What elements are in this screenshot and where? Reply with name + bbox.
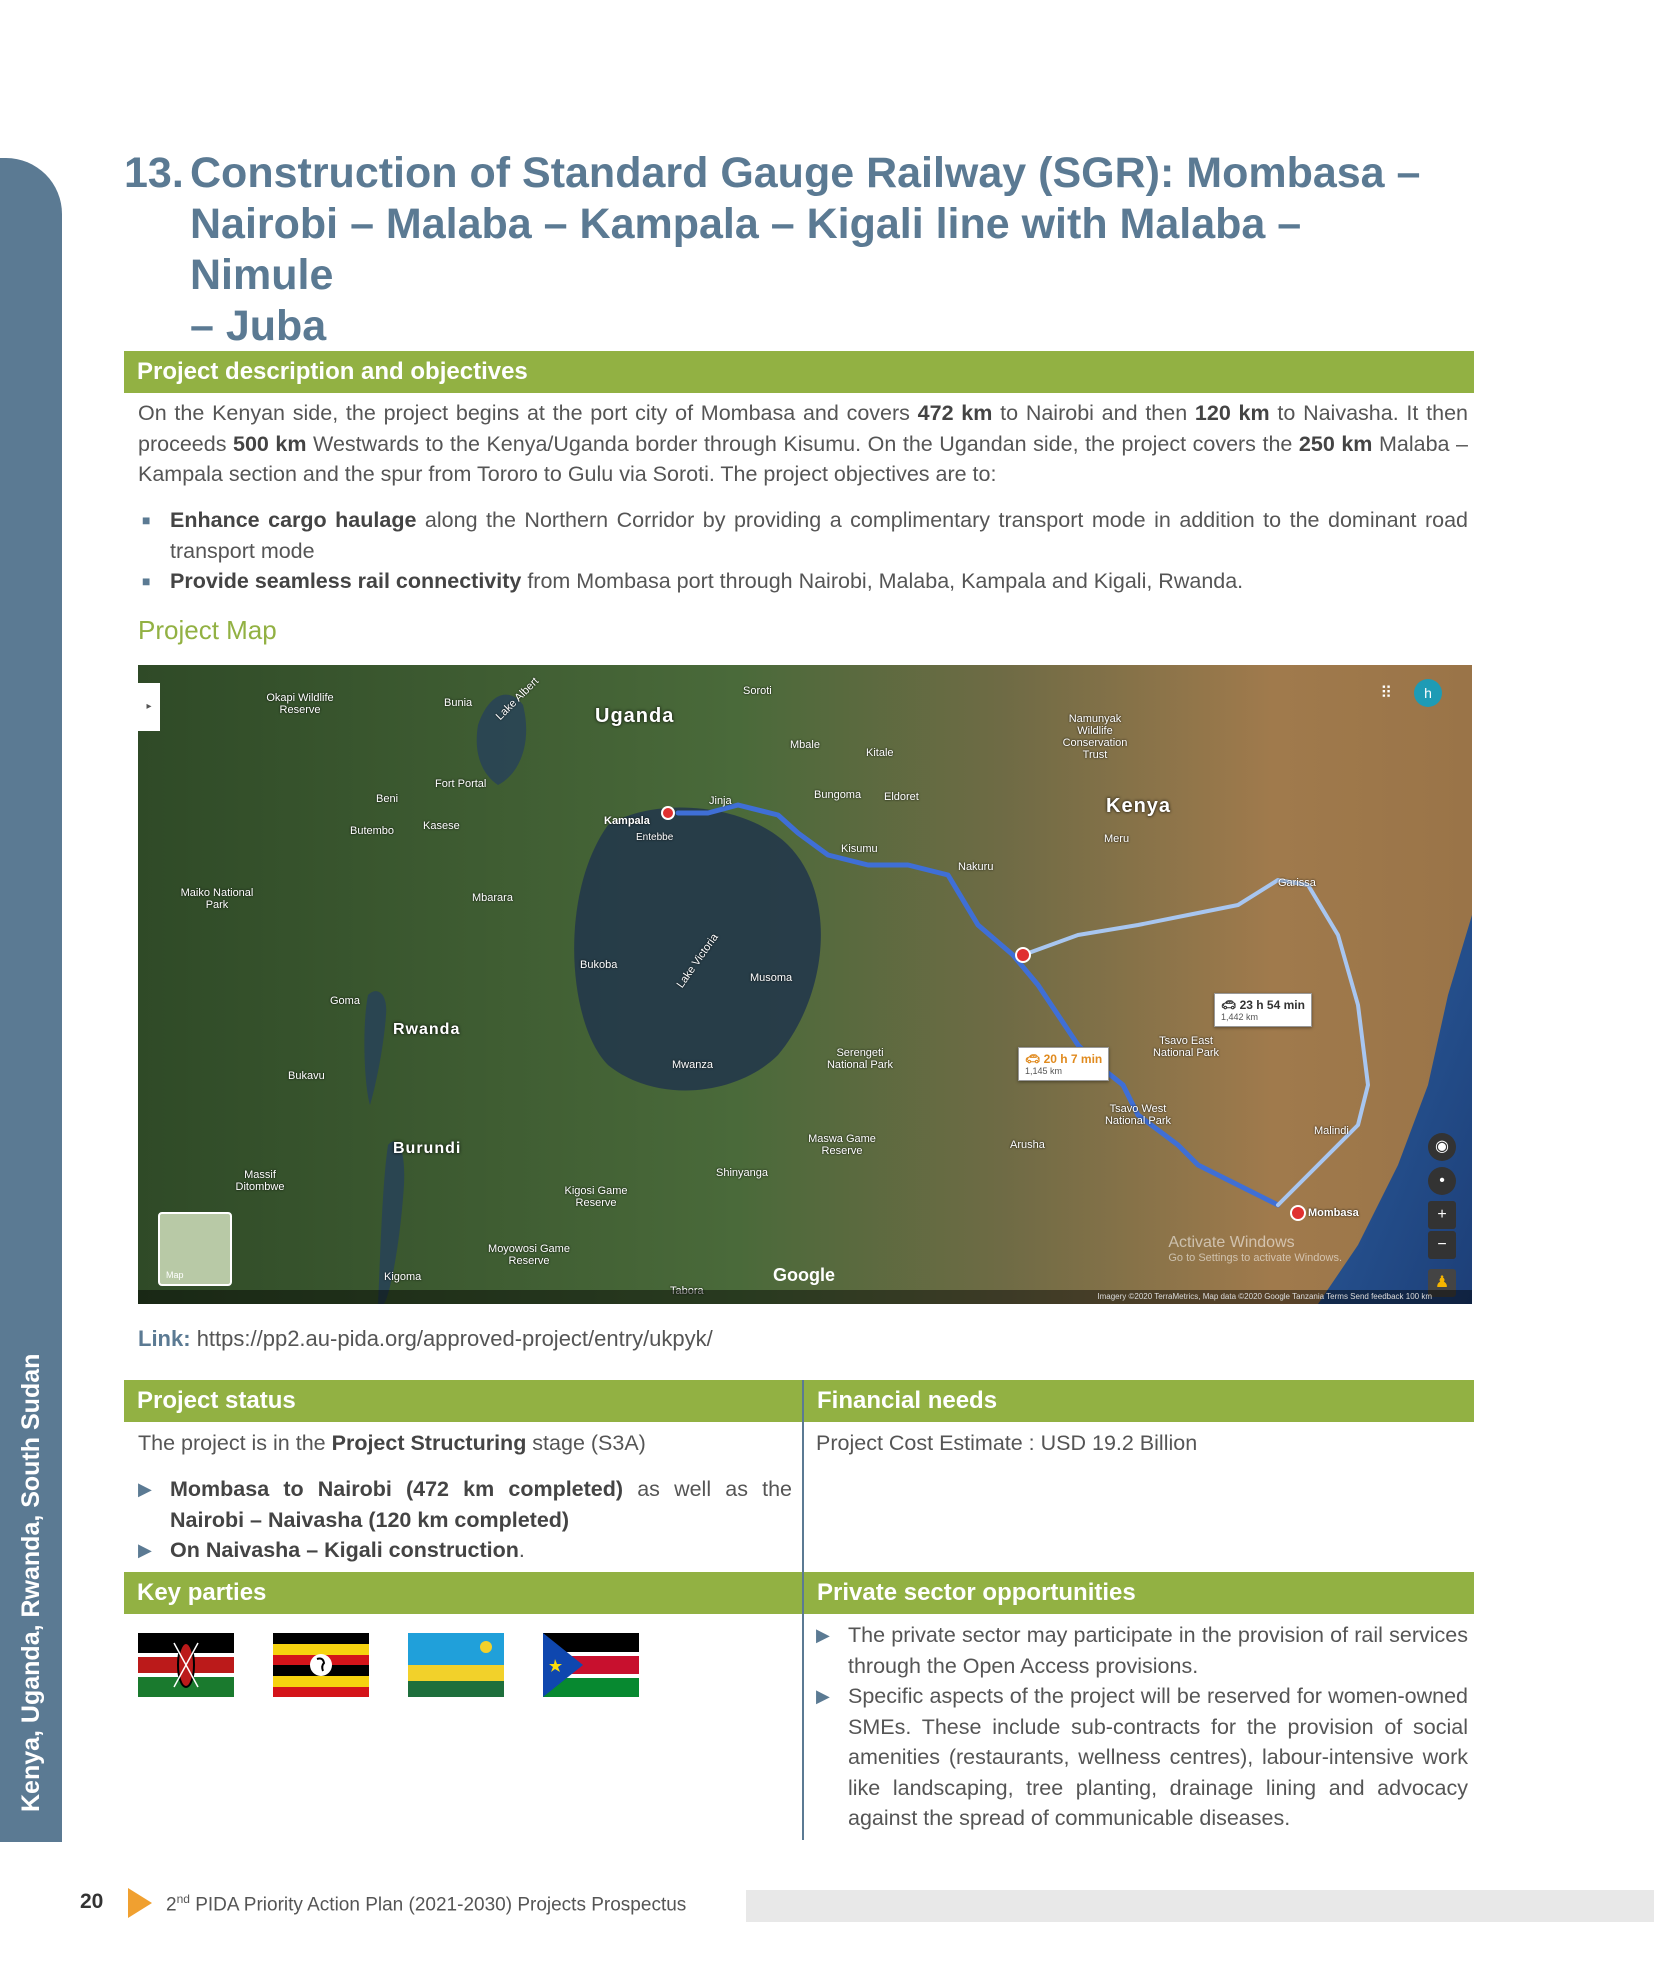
project-map[interactable] [138,665,1472,1304]
map-label-eldoret: Eldoret [884,791,919,803]
map-label-jinja: Jinja [709,795,732,807]
title-line-3: – Juba [190,302,327,350]
map-label-garissa: Garissa [1278,877,1316,889]
user-avatar[interactable]: h [1414,679,1442,707]
list-item: ▶ On Naivasha – Kigali construction. [138,1535,792,1566]
title-number: 13. [124,149,184,197]
map-label-butembo: Butembo [350,825,395,837]
financial-text: Project Cost Estimate : USD 19.2 Billion [816,1431,1198,1455]
kenya-flag [138,1633,234,1697]
map-label-fort-portal: Fort Portal [435,778,487,790]
map-panel-toggle[interactable]: ▸ [138,683,160,731]
status-list [138,1474,792,1566]
map-country-rwanda: Rwanda [393,1021,461,1038]
map-label-malindi: Malindi [1314,1125,1349,1137]
map-label-kigosi: Kigosi Game Reserve [564,1185,628,1209]
map-label-mbale: Mbale [790,739,820,751]
map-terrain [138,665,1472,1304]
private-sector-list [816,1620,1468,1834]
key-parties-heading: Key parties [124,1572,802,1614]
list-item: ▶ Specific aspects of the project will be reserved for women-owned SMEs. These include sub-contracts for the provision of social amenities (restaurants, wellness centres), labour-intensive work like landscaping, tree planting, drainage lining and advocacy against the spread of communicable diseases. [816,1681,1468,1834]
map-label-mombasa: Mombasa [1308,1207,1359,1219]
square-bullet-icon: ■ [142,512,151,528]
map-label-okapi: Okapi Wildlife Reserve [266,692,334,716]
link-label: Link: [138,1326,191,1351]
map-label-bukavu: Bukavu [288,1070,325,1082]
google-logo: Google [773,1265,835,1285]
my-location-icon[interactable]: • [1428,1167,1456,1195]
map-label-lake-victoria: Lake Victoria [674,931,721,991]
map-label-bunia: Bunia [444,697,473,709]
private-sector-heading: Private sector opportunities [804,1572,1474,1614]
map-attribution: Imagery ©2020 TerraMetrics, Map data ©2020 Google Tanzania Terms Send feedback 100 km [138,1290,1472,1304]
map-label-maswa: Maswa Game Reserve [808,1133,876,1157]
map-label-goma: Goma [330,995,360,1007]
south-sudan-flag [543,1633,639,1697]
triangle-bullet-icon: ▶ [138,1479,152,1499]
list-item: ■ Provide seamless rail connectivity from Mombasa port through Nairobi, Malaba, Kampala and Kigali, Rwanda. [138,566,1468,597]
map-label-bukoba: Bukoba [580,959,618,971]
list-item: ▶ The private sector may participate in the provision of rail services through the Open Access provisions. [816,1620,1468,1681]
map-label-entebbe: Entebbe [636,832,674,843]
side-tab-label: Kenya, Uganda, Rwanda, South Sudan [17,1353,45,1812]
map-label-serengeti: Serengeti National Park [826,1047,894,1071]
apps-grid-icon[interactable]: ⠿ [1380,685,1392,702]
rwanda-flag [408,1633,504,1697]
map-heading: Project Map [138,615,277,645]
map-label-lake-albert: Lake Albert [493,675,542,723]
map-type-toggle[interactable]: Map [158,1212,232,1286]
pegman-icon[interactable]: ♟ [1428,1269,1456,1297]
map-label-kampala: Kampala [604,815,650,827]
map-label-arusha: Arusha [1010,1139,1045,1151]
map-label-kisumu: Kisumu [841,843,878,855]
link-url[interactable]: https://pp2.au-pida.org/approved-project/entry/ukpyk/ [196,1326,713,1351]
side-tab [0,158,62,1842]
map-label-kasese: Kasese [423,820,460,832]
route-callout-primary[interactable]: 🚗︎ 23 h 54 min 1,442 km [1214,993,1312,1027]
list-item: ▶ Mombasa to Nairobi (472 km completed) as well as the Nairobi – Naivasha (120 km completed) [138,1474,792,1535]
title-line-2: Nairobi – Malaba – Kampala – Kigali line with Malaba – Nimule [190,200,1302,299]
map-label-nakuru: Nakuru [958,861,994,873]
objectives-list [138,505,1468,597]
page-title [124,148,1454,352]
map-label-mbarara: Mbarara [472,892,513,904]
uganda-flag [273,1633,369,1697]
car-icon: 🚗︎ [1025,1052,1044,1066]
description-paragraph: On the Kenyan side, the project begins at the port city of Mombasa and covers 472 km to Nairobi and then 120 km to Naivasha. It then proceeds 500 km Westwards to the Kenya/Uganda border through Kisumu. On the Ugandan side, the project covers the 250 km Malaba – Kampala section and the spur from Tororo to Gulu via Soroti. The project objectives are to: [138,401,1468,486]
car-icon: 🚗︎ [1221,998,1240,1012]
status-intro: The project is in the Project Structuring stage (S3A) [138,1431,646,1455]
footer-title: 2nd PIDA Priority Action Plan (2021-2030) Projects Prospectus [166,1892,687,1916]
list-item: ■ Enhance cargo haulage along the Northern Corridor by providing a complimentary transport mode in addition to the dominant road transport mode [138,505,1468,566]
map-label-moyowosi: Moyowosi Game Reserve [488,1243,570,1267]
map-label-tsavo-east: Tsavo East National Park [1152,1035,1220,1059]
activate-windows-watermark: Activate Windows Go to Settings to activate Windows. [1168,1234,1342,1264]
map-label-beni: Beni [376,793,399,805]
map-label-namunyak: Namunyak Wildlife Conservation Trust [1062,713,1128,761]
map-label-maiko: Maiko National Park [180,887,254,911]
title-line-1: Construction of Standard Gauge Railway (SGR): Mombasa – [190,149,1421,197]
triangle-bullet-icon: ▶ [816,1686,830,1706]
map-label-kitale: Kitale [866,747,894,759]
map-label-tabora: Tabora [670,1285,704,1297]
map-country-kenya: Kenya [1106,795,1172,817]
description-heading: Project description and objectives [124,351,1474,393]
map-label-musoma: Musoma [750,972,793,984]
map-label-kigoma: Kigoma [384,1271,422,1283]
zoom-out-button[interactable]: − [1428,1231,1456,1259]
map-label-meru: Meru [1104,833,1130,845]
footer-bar [746,1890,1654,1922]
status-heading: Project status [124,1380,802,1422]
footer-arrow-icon [128,1888,152,1918]
map-label-mwanza: Mwanza [672,1059,713,1071]
map-label-tsavo-west: Tsavo West National Park [1104,1103,1172,1127]
map-label-soroti: Soroti [743,685,772,697]
layers-icon[interactable]: ◉ [1428,1133,1456,1161]
zoom-in-button[interactable]: + [1428,1201,1456,1229]
route-callout-alt[interactable]: 🚗︎ 20 h 7 min 1,145 km [1018,1047,1109,1081]
page-number: 20 [80,1890,104,1913]
square-bullet-icon: ■ [142,573,151,589]
map-country-burundi: Burundi [393,1140,462,1157]
map-label-massif: Massif Ditombwe [235,1169,285,1193]
financial-heading: Financial needs [804,1380,1474,1422]
project-link [138,1326,713,1352]
map-country-uganda: Uganda [595,705,675,727]
triangle-bullet-icon: ▶ [138,1540,152,1560]
map-label-bungoma: Bungoma [814,789,862,801]
triangle-bullet-icon: ▶ [816,1625,830,1645]
map-label-shinyanga: Shinyanga [716,1167,768,1179]
